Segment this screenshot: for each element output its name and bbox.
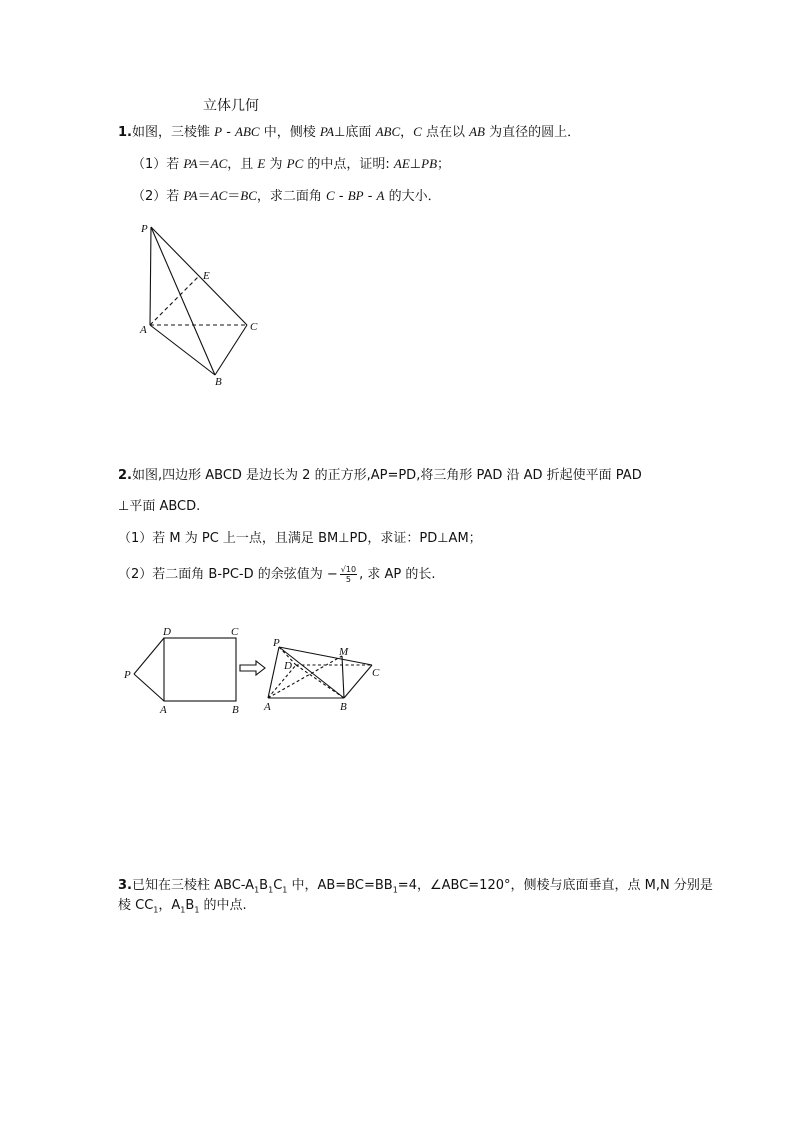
problem-1-part-2: （2）若 PA＝AC＝BC，求二面角 C - BP - A 的大小． bbox=[132, 188, 441, 204]
right-label-C: C bbox=[372, 667, 380, 679]
label-C: C bbox=[250, 321, 258, 333]
left-label-P: P bbox=[124, 669, 131, 681]
edge-PC-3d bbox=[279, 647, 372, 665]
problem-1-stem: 1.如图，三棱锥 P - ABC 中，侧棱 PA⊥底面 ABC，C 点在以 AB 为直径的圆上． bbox=[118, 124, 581, 140]
problem-2-stem-line-2: ⊥平面 ABCD. bbox=[118, 499, 201, 514]
problem-1-part-1: （1）若 PA＝AC，且 E 为 PC 的中点，证明: AE⊥PB； bbox=[132, 156, 451, 172]
right-label-D: D bbox=[284, 660, 292, 672]
problem-2-part-2: （2）若二面角 B-PC-D 的余弦值为 − $\frac{√10}{5}$ , 求 AP 的长. bbox=[118, 565, 436, 584]
segment-AE-hidden bbox=[150, 276, 199, 325]
segment-MB bbox=[342, 656, 344, 698]
edge-CB bbox=[215, 325, 247, 375]
right-label-B: B bbox=[340, 701, 347, 713]
page-title: 立体几何 bbox=[203, 98, 259, 114]
problem-2-number: 2. bbox=[118, 468, 132, 483]
right-label-A: A bbox=[264, 701, 271, 713]
cosine-fraction: $\frac{√10}{5}$ bbox=[340, 565, 357, 584]
label-P: P bbox=[141, 223, 148, 235]
label-A: A bbox=[140, 324, 147, 336]
figure-1-pyramid bbox=[130, 215, 270, 390]
edge-PA bbox=[150, 227, 151, 325]
left-label-D: D bbox=[163, 626, 171, 638]
edge-DB-hidden bbox=[296, 665, 344, 698]
edge-PA bbox=[134, 674, 164, 701]
edge-AP-3d bbox=[268, 647, 279, 698]
fold-arrow bbox=[240, 661, 265, 675]
left-label-A: A bbox=[160, 704, 167, 716]
edge-PB bbox=[151, 227, 215, 375]
segment-AM-hidden bbox=[268, 656, 342, 698]
problem-2-stem-line-1: 2.如图,四边形 ABCD 是边长为 2 的正方形,AP=PD,将三角形 PAD 沿 AD 折起使平面 PAD bbox=[118, 468, 642, 483]
label-E: E bbox=[203, 270, 210, 282]
edge-AB bbox=[150, 325, 215, 375]
label-B: B bbox=[215, 376, 222, 388]
edge-PB-3d bbox=[279, 647, 344, 698]
problem-3-line-1: 3.已知在三棱柱 ABC-$A_1B_1C_1$ 中，$AB=BC=BB_1=4$，∠ABC=120°，侧棱与底面垂直，点 M,N 分别是 bbox=[118, 878, 713, 895]
right-label-M: M bbox=[339, 646, 349, 658]
problem-3-number: 3. bbox=[118, 878, 132, 893]
problem-2-part-1: （1）若 M 为 PC 上一点，且满足 BM⊥PD，求证：PD⊥AM； bbox=[118, 531, 482, 546]
edge-BC-3d bbox=[344, 665, 372, 698]
right-label-P: P bbox=[273, 637, 280, 649]
left-label-B: B bbox=[232, 704, 239, 716]
edge-DP bbox=[134, 638, 164, 674]
problem-1-number: 1. bbox=[118, 125, 132, 140]
problem-3-line-2: 棱 $CC_1$，$A_1B_1$ 的中点. bbox=[118, 898, 247, 915]
figure-2-folding bbox=[118, 622, 393, 722]
square-ABCD bbox=[164, 638, 236, 701]
left-label-C: C bbox=[231, 626, 239, 638]
